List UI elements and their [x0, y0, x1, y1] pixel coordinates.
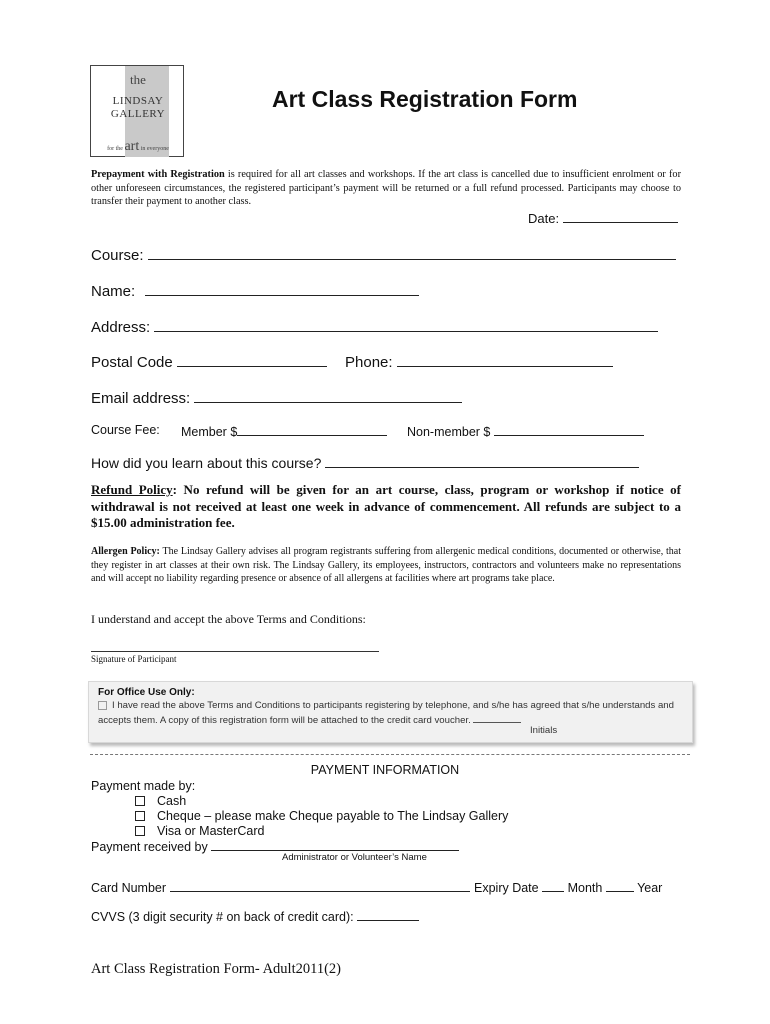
payment-option-card[interactable] — [135, 824, 264, 838]
expiry-label: Expiry Date — [474, 881, 539, 895]
refund-policy-label: Refund Policy — [91, 482, 173, 497]
logo-the: the — [130, 72, 146, 87]
email-field[interactable] — [91, 388, 462, 407]
office-use-statement: I have read the above Terms and Conditions to participants registering by telephone, and s/he has agreed that s/he understands and accepts them. A copy of this registration form will be attached to the credit card voucher. — [98, 700, 674, 726]
cheque-checkbox[interactable] — [135, 811, 145, 821]
card-number-line[interactable] — [170, 879, 470, 892]
learn-field[interactable] — [91, 453, 639, 471]
logo-lindsay: LINDSAY — [112, 95, 164, 107]
page-title: Art Class Registration Form — [272, 86, 578, 112]
office-checkbox[interactable] — [98, 701, 107, 710]
name-line[interactable] — [145, 281, 419, 296]
learn-line[interactable] — [325, 453, 639, 468]
nonmember-fee-line[interactable] — [494, 423, 644, 436]
card-number-label: Card Number — [91, 881, 167, 895]
course-fee-label: Course Fee: — [91, 423, 160, 437]
allergen-policy — [91, 545, 681, 586]
dashed-divider — [90, 754, 690, 755]
address-field[interactable] — [91, 317, 658, 336]
card-checkbox[interactable] — [135, 826, 145, 836]
accept-terms-text: I understand and accept the above Terms and Conditions: — [91, 612, 366, 626]
member-fee-field[interactable] — [181, 423, 387, 439]
member-fee-line[interactable] — [237, 423, 387, 436]
course-field[interactable] — [91, 245, 676, 264]
course-label: Course: — [91, 247, 144, 264]
footer-text: Art Class Registration Form- Adult2011(2) — [91, 961, 341, 977]
allergen-policy-text: The Lindsay Gallery advises all program registrants suffering from allergenic medical conditions, documented or otherwise, that they register in art classes at their own risk. The Lindsay Gallery, its employees, instructors, contractors and volunteers make no representations and will accept no liability regarding presence or absence of all allergens at facilities where art programs take place. — [91, 546, 681, 584]
gallery-logo — [90, 65, 184, 157]
cvvs-label: CVVS (3 digit security # on back of credit card): — [91, 910, 354, 924]
office-use-text — [98, 700, 688, 727]
signature-label: Signature of Participant — [91, 654, 177, 664]
payment-option-cheque[interactable] — [135, 809, 508, 823]
card-number-field[interactable] — [91, 879, 470, 895]
postal-code-line[interactable] — [177, 352, 327, 367]
address-line[interactable] — [154, 317, 658, 332]
cheque-label: Cheque – please make Cheque payable to The Lindsay Gallery — [157, 809, 509, 823]
payment-made-by-label: Payment made by: — [91, 779, 196, 793]
payment-heading: PAYMENT INFORMATION — [310, 763, 460, 777]
learn-label: How did you learn about this course? — [91, 455, 322, 471]
year-label: Year — [637, 881, 663, 895]
initials-line[interactable] — [473, 713, 521, 723]
expiry-year-line[interactable] — [606, 879, 634, 892]
prepayment-paragraph — [91, 168, 681, 209]
admin-name-label: Administrator or Volunteer’s Name — [282, 852, 427, 863]
signature-line[interactable] — [91, 651, 379, 652]
name-label: Name: — [91, 283, 136, 300]
payment-option-cash[interactable] — [135, 794, 186, 808]
cash-label: Cash — [157, 794, 187, 808]
refund-policy-text: : No refund will be given for an art course, class, program or workshop if notice of withdrawal is not received at least one week in advance of commencement. All refunds are subject to a $15.00 administration fee. — [91, 482, 681, 530]
month-label: Month — [567, 881, 603, 895]
postal-code-label: Postal Code — [91, 354, 173, 371]
phone-line[interactable] — [397, 352, 613, 367]
logo-gallery: GALLERY — [110, 108, 166, 120]
email-line[interactable] — [194, 388, 462, 403]
cvvs-line[interactable] — [357, 908, 419, 921]
card-label: Visa or MasterCard — [157, 824, 265, 838]
prepayment-text: is required for all art classes and workshops. If the art class is cancelled due to insufficient enrolment or for other unforeseen circumstances, the registered participant’s payment will be returned or a full refund processed. Participants may choose to transfer their payment to another class. — [91, 169, 681, 207]
allergen-policy-label: Allergen Policy: — [91, 546, 160, 557]
logo-tag-post: in everyone — [140, 146, 169, 152]
phone-label: Phone: — [345, 354, 393, 371]
prepayment-label: Prepayment with Registration — [91, 169, 225, 180]
address-label: Address: — [91, 319, 151, 336]
date-field[interactable] — [528, 210, 678, 226]
logo-tag-art: art — [124, 139, 140, 154]
cvvs-field[interactable] — [91, 908, 419, 924]
email-label: Email address: — [91, 390, 191, 407]
cash-checkbox[interactable] — [135, 796, 145, 806]
logo-tagline — [93, 139, 183, 155]
expiry-month-line[interactable] — [542, 879, 564, 892]
name-field[interactable] — [91, 281, 419, 300]
phone-field[interactable] — [345, 352, 613, 371]
nonmember-fee-field[interactable] — [407, 423, 644, 439]
date-label: Date: — [528, 211, 560, 226]
payment-received-line[interactable] — [211, 838, 459, 851]
member-fee-label: Member $ — [181, 425, 238, 439]
nonmember-fee-label: Non-member $ — [407, 425, 491, 439]
course-line[interactable] — [148, 245, 676, 260]
expiry-field[interactable] — [474, 879, 662, 895]
logo-tag-pre: for the — [107, 146, 123, 152]
date-line[interactable] — [563, 210, 678, 223]
initials-label: Initials — [530, 725, 558, 736]
office-use-heading: For Office Use Only: — [98, 687, 195, 698]
office-use-box — [88, 681, 693, 743]
refund-policy — [91, 482, 681, 532]
postal-code-field[interactable] — [91, 352, 327, 371]
payment-received-label: Payment received by — [91, 840, 208, 854]
